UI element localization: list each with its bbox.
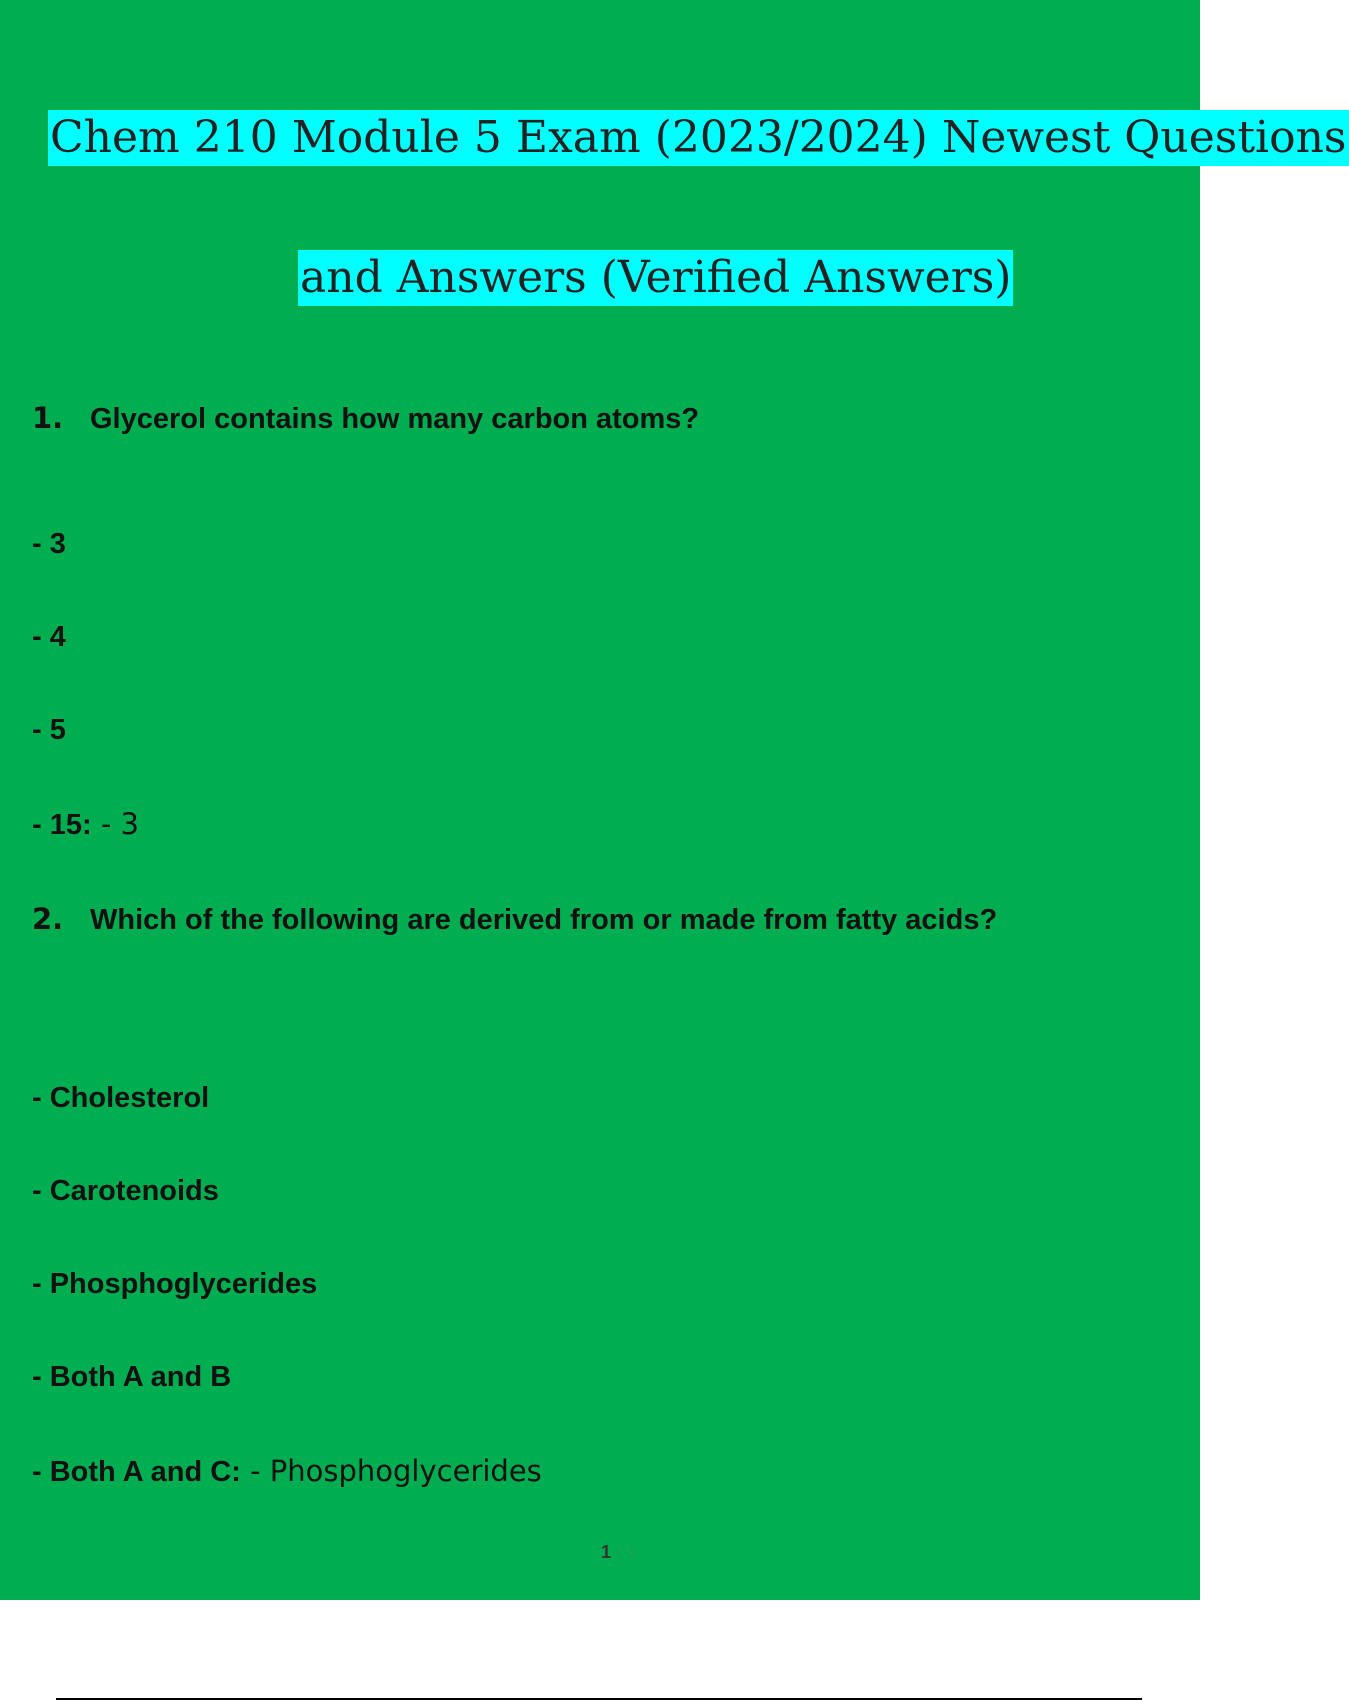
question-2-option: - Carotenoids [32,1175,219,1207]
document-title-line-2: and Answers (Verified Answers) [298,250,1013,306]
question-2-last-option [32,1454,542,1489]
question-2-option: - Phosphoglycerides [32,1268,318,1300]
question-1-last-option [32,807,139,842]
option-label: - 15: [32,809,92,841]
question-2-option: - Cholesterol [32,1082,210,1114]
question-text: Glycerol contains how many carbon atoms? [90,403,700,435]
page-current: 1 [600,1542,611,1562]
question-number: 1. [32,401,64,435]
answer-text: - Phosphoglycerides [240,1454,542,1488]
page-total: / 5 [611,1542,637,1562]
question-2-option: - Both A and B [32,1361,232,1393]
question-number: 2. [32,902,64,936]
question-2 [32,902,997,937]
question-1-option: - 5 [32,714,66,746]
question-1 [32,401,699,436]
answer-text: - 3 [91,807,139,841]
question-1-option: - 4 [32,621,66,653]
page-number [0,1542,1237,1563]
question-text: Which of the following are derived from or made from fatty acids? [90,904,998,936]
question-1-option: - 3 [32,528,66,560]
document-title-line-1: Chem 210 Module 5 Exam (2023/2024) Newest Questions [48,110,1349,166]
option-label: - Both A and C: [32,1456,241,1488]
